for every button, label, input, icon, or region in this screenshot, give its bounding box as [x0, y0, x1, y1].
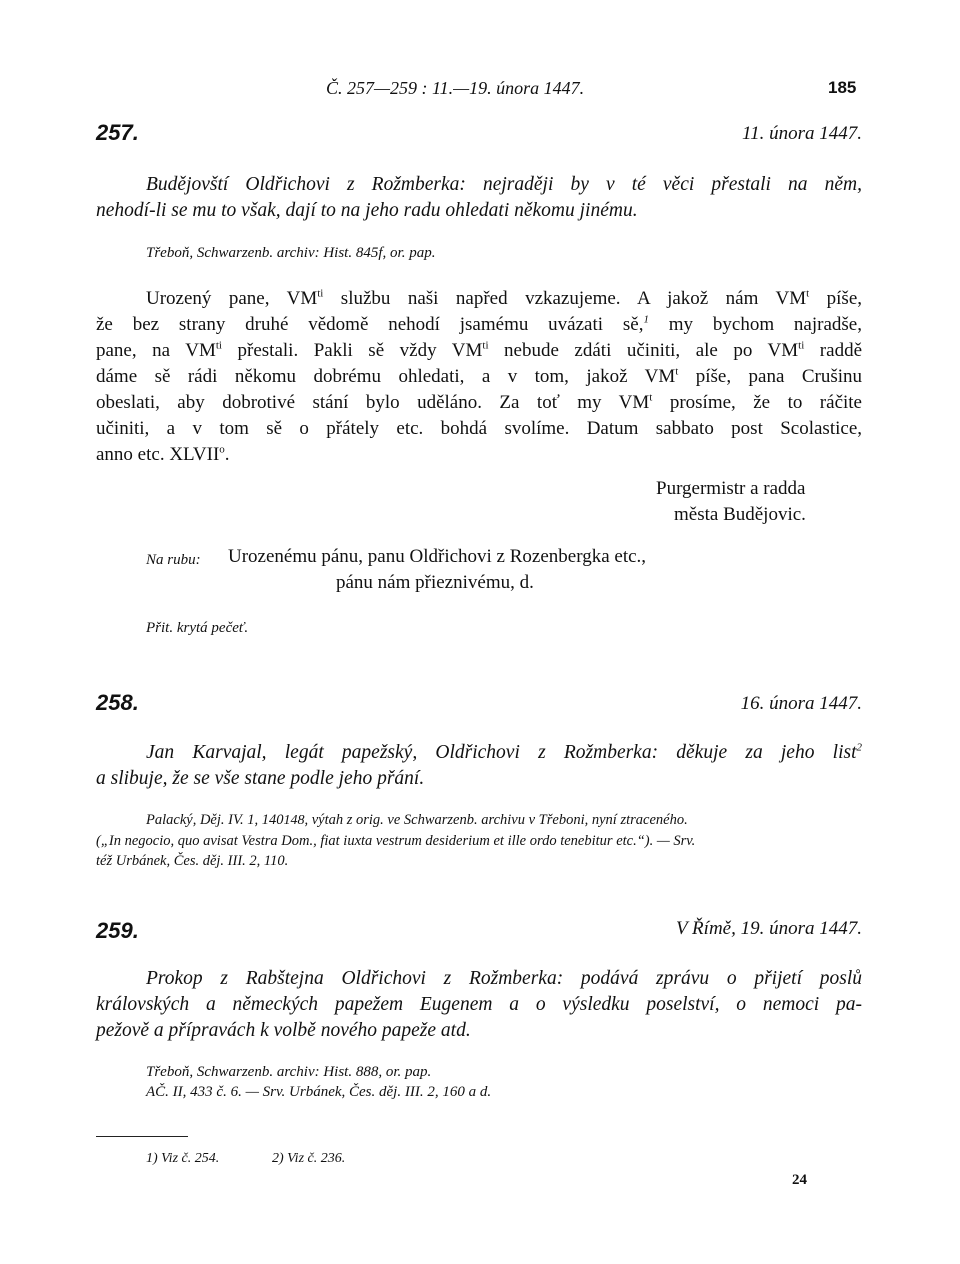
document-number-259: 259. [96, 918, 139, 943]
page-number: 185 [828, 78, 857, 97]
source-line: AČ. II, 433 č. 6. — Srv. Urbánek, Čes. děj. III. 2, 160 a d. [146, 1084, 492, 1100]
document-summary-257 [96, 172, 862, 224]
verso-label: Na rubu: [146, 552, 201, 568]
body-line: obeslati, aby dobrotivé stání bylo uděláno. Za toť my $VM^t$ prosíme, že to ráčite [96, 391, 862, 413]
body-line: že bez strany druhé vědomě nehodí jsamému uvázati sě,$^1$ my bychom najradše, [96, 313, 862, 335]
footnote-1: 1) Viz č. 254. [146, 1151, 220, 1166]
verso-line: Urozenému pánu, panu Oldřichovi z Rozenbergka etc., [228, 546, 647, 567]
body-line: Urozený pane, $VM^{ti}$ službu naši napřed vzkazujeme. A jakož nám $VM^t$ píše, [146, 287, 862, 309]
footnote-divider [96, 1136, 188, 1137]
document-number-257: 257. [96, 120, 139, 145]
document-date-258: 16. února 1447. [740, 693, 862, 714]
signature-line: Purgermistr a radda [656, 478, 806, 499]
letter-body-257 [96, 286, 862, 468]
summary-line: a slibuje, že se vše stane podle jeho přání. [96, 768, 425, 789]
summary-line: Jan Karvajal, legát papežský, Oldřichovi z Rožmberka: děkuje za jeho list$^2$ [146, 741, 862, 763]
document-summary-259 [96, 966, 862, 1044]
document-date-257: 11. února 1447. [742, 123, 862, 144]
summary-line: nehodí-li se mu to však, dají to na jeho radu ohledati někomu jinému. [96, 200, 638, 221]
source-citation-257: Třeboň, Schwarzenb. archiv: Hist. 845f, or. pap. [146, 245, 436, 261]
signature-line: města Budějovic. [674, 504, 806, 525]
body-line: učiniti, a v tom sě o přátely etc. bohdá svolíme. Datum sabbato post Scolastice, [96, 418, 862, 439]
summary-line: Prokop z Rabštejna Oldřichovi z Rožmberka: podává zprávu o přijetí poslů [146, 968, 862, 989]
footnote-2: 2) Viz č. 236. [272, 1151, 346, 1166]
source-citation-259 [146, 1062, 491, 1102]
signature-block-257 [656, 476, 806, 528]
summary-line: Budějovští Oldřichovi z Rožmberka: nejraději by v té věci přestali na něm, [146, 174, 862, 195]
source-line: též Urbánek, Čes. děj. III. 2, 110. [96, 853, 289, 869]
body-line: dáme sě rádi někomu dobrému ohledati, a v tom, jakož $VM^t$ píše, pana Crušinu [96, 365, 862, 387]
source-line: Třeboň, Schwarzenb. archiv: Hist. 888, or. pap. [146, 1064, 432, 1080]
printer-signature-mark: 24 [792, 1172, 807, 1188]
verso-address [228, 544, 646, 596]
verso-line: pánu nám přieznivému, d. [336, 572, 534, 593]
seal-note: Přit. krytá pečeť. [146, 620, 249, 636]
summary-line: královských a německých papežem Eugenem a o výsledku poselství, o nemoci pa- [96, 994, 862, 1015]
document-number-258: 258. [96, 690, 139, 715]
summary-line: pežově a přípravách k volbě nového papeže atd. [96, 1020, 471, 1041]
source-citation-258 [96, 810, 862, 871]
document-summary-258 [96, 740, 862, 792]
source-line: („In negocio, quo avisat Vestra Dom., fiat iuxta vestrum desiderium et ille ordo tenebitur etc.“). — Srv. [96, 833, 696, 849]
body-line: anno etc. XLVII$^o$. [96, 443, 230, 465]
document-date-259: V Římě, 19. února 1447. [676, 918, 862, 939]
source-line: Palacký, Děj. IV. 1, 140148, výtah z orig. ve Schwarzenb. archivu v Třeboni, nyní ztraceného. [146, 812, 688, 828]
running-title: Č. 257—259 : 11.—19. února 1447. [326, 78, 585, 98]
body-line: pane, na $VM^{ti}$ přestali. Pakli sě vždy $VM^{ti}$ nebude zdáti učiniti, ale po $VM^{ti}$ raddě [96, 339, 862, 361]
